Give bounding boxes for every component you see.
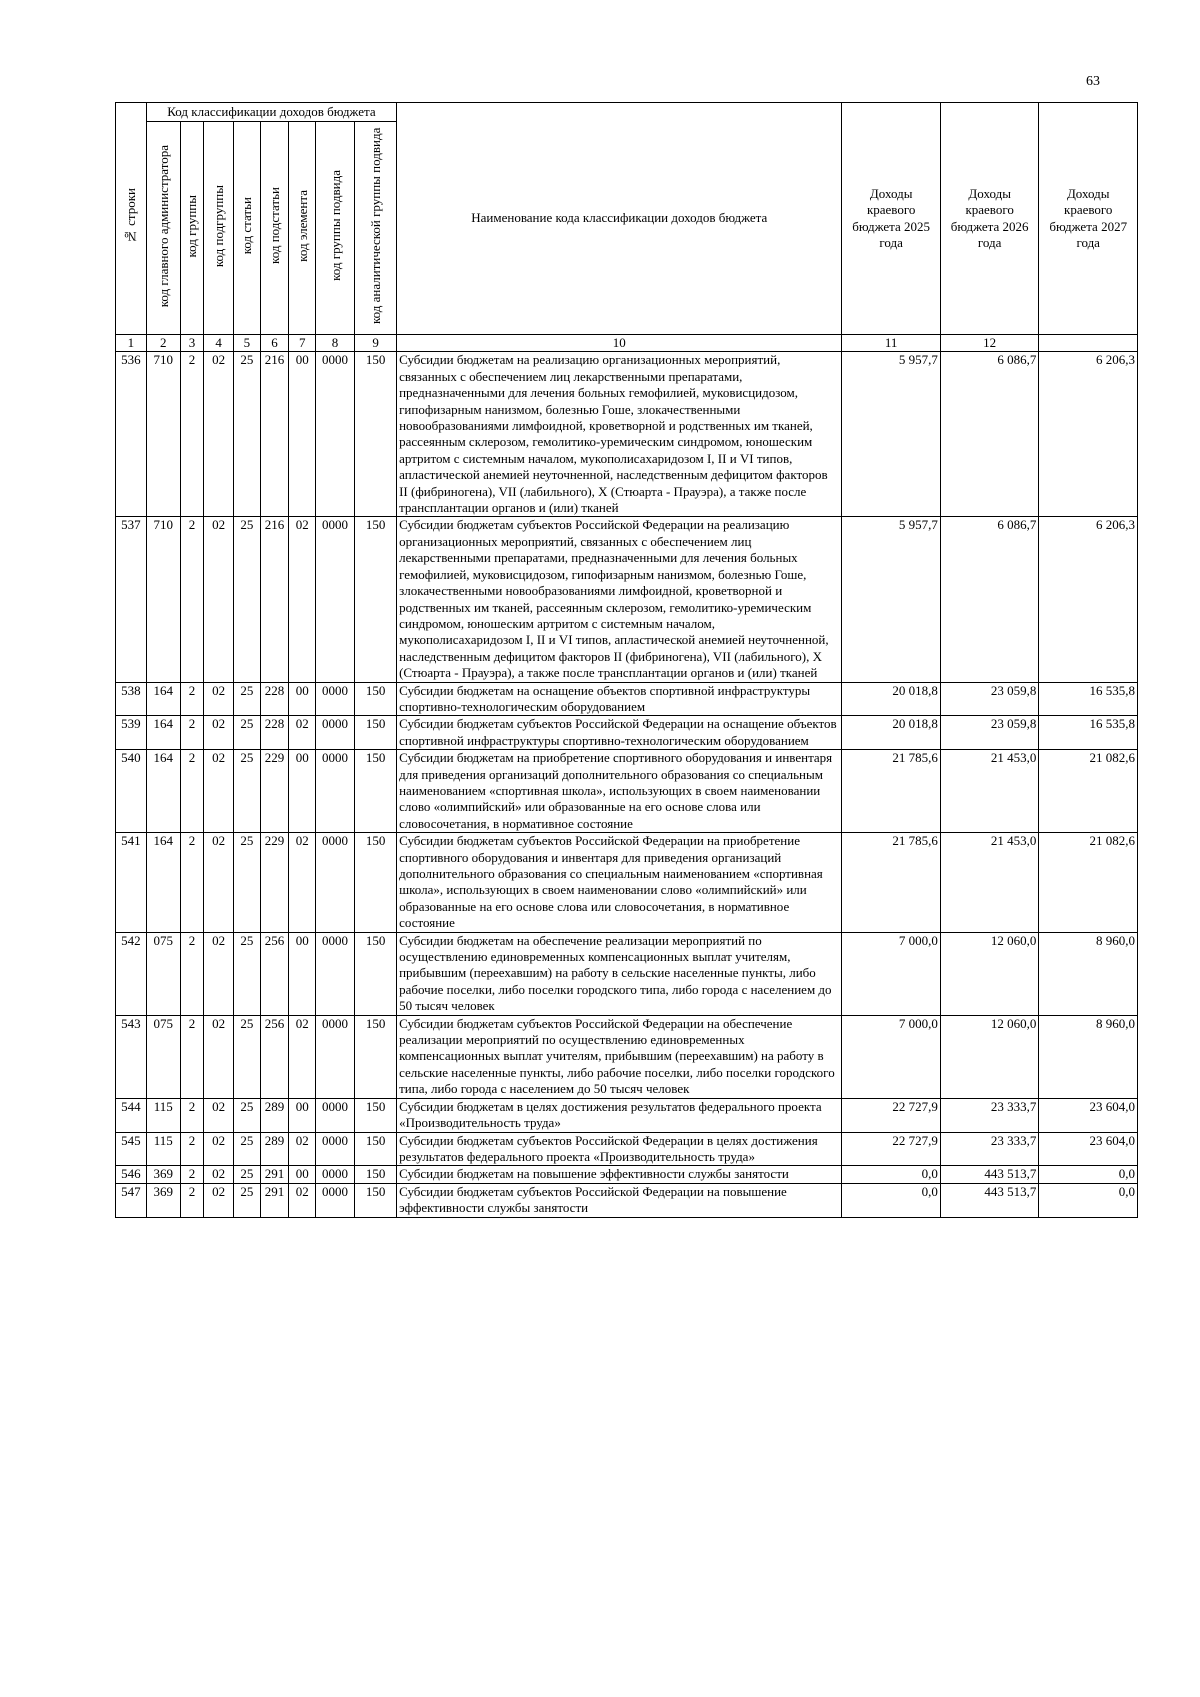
subarticle-code: 229: [260, 833, 289, 932]
analytic-code: 150: [355, 1098, 397, 1132]
value-2025: 5 957,7: [842, 517, 941, 682]
admin-code: 710: [146, 352, 180, 517]
row-name: Субсидии бюджетам на реализацию организационных мероприятий, связанных с обеспечением лиц лекарственными препаратами, предназначенными для лечения больных гемофилией, муковисцидозом, гипофизарным нанизмом, болезнью Гоше, злокачественными новообразованиями лимфоидной, кроветворной и родственных им тканей, рассеянным склерозом, гемолитико-уремическим синдромом, юношеским артритом с системным началом, мукополисахаридозом I, II и VI типов, апластической анемией неуточненной, наследственным дефицитом факторов II (фибриногена), VII (лабильного), X (Стюарта - Прауэра), а также после трансплантации органов и (или) тканей: [397, 352, 842, 517]
value-2026: 12 060,0: [940, 932, 1039, 1015]
analytic-code: 150: [355, 932, 397, 1015]
analytic-code: 150: [355, 517, 397, 682]
row-number: 537: [116, 517, 147, 682]
article-code: 25: [233, 1015, 260, 1098]
header-row-number: № строки: [116, 103, 147, 335]
value-2025: 20 018,8: [842, 682, 941, 716]
admin-code: 115: [146, 1132, 180, 1166]
header-element-code: код элемента: [289, 122, 316, 335]
row-name: Субсидии бюджетам субъектов Российской Федерации в целях достижения результатов федерального проекта «Производительность труда»: [397, 1132, 842, 1166]
row-name: Субсидии бюджетам на оснащение объектов спортивной инфраструктуры спортивно-технологическим оборудованием: [397, 682, 842, 716]
header-subtype-group-code: код группы подвида: [316, 122, 355, 335]
element-code: 02: [289, 517, 316, 682]
header-value-2027: Доходы краевого бюджета 2027 года: [1039, 103, 1138, 335]
analytic-code: 150: [355, 833, 397, 932]
article-code: 25: [233, 833, 260, 932]
value-2026: 23 059,8: [940, 682, 1039, 716]
subgroup-code: 02: [204, 1098, 234, 1132]
value-2027: 6 206,3: [1039, 352, 1138, 517]
subgroup-code: 02: [204, 833, 234, 932]
subtype-group-code: 0000: [316, 682, 355, 716]
subarticle-code: 228: [260, 682, 289, 716]
admin-code: 369: [146, 1166, 180, 1183]
article-code: 25: [233, 1132, 260, 1166]
admin-code: 075: [146, 1015, 180, 1098]
subarticle-code: 291: [260, 1183, 289, 1217]
subarticle-code: 216: [260, 517, 289, 682]
article-code: 25: [233, 352, 260, 517]
subgroup-code: 02: [204, 1132, 234, 1166]
analytic-code: 150: [355, 1183, 397, 1217]
element-code: 02: [289, 716, 316, 750]
table-row: [116, 833, 1138, 932]
row-number: 540: [116, 750, 147, 833]
value-2027: 8 960,0: [1039, 1015, 1138, 1098]
group-code: 2: [180, 750, 204, 833]
value-2026: 6 086,7: [940, 352, 1039, 517]
subarticle-code: 289: [260, 1132, 289, 1166]
article-code: 25: [233, 932, 260, 1015]
analytic-code: 150: [355, 1015, 397, 1098]
row-name: Субсидии бюджетам субъектов Российской Федерации на реализацию организационных мероприятий, связанных с обеспечением лиц лекарственными препаратами, предназначенными для лечения больных гемофилией, муковисцидозом, гипофизарным нанизмом, болезнью Гоше, злокачественными новообразованиями лимфоидной, кроветворной и родственных им тканей, рассеянным склерозом, гемолитико-уремическим синдромом, юношеским артритом с системным началом, мукополисахаридозом I, II и VI типов, апластической анемией неуточненной, наследственным дефицитом факторов II (фибриногена), VII (лабильного), X (Стюарта - Прауэра), а также после трансплантации органов и (или) тканей: [397, 517, 842, 682]
table-row: [116, 352, 1138, 517]
analytic-code: 150: [355, 682, 397, 716]
value-2027: 0,0: [1039, 1166, 1138, 1183]
analytic-code: 150: [355, 1132, 397, 1166]
subarticle-code: 291: [260, 1166, 289, 1183]
element-code: 02: [289, 1132, 316, 1166]
subgroup-code: 02: [204, 1166, 234, 1183]
row-number: 546: [116, 1166, 147, 1183]
revenue-table: [115, 102, 1138, 1218]
value-2027: 21 082,6: [1039, 750, 1138, 833]
value-2025: 22 727,9: [842, 1098, 941, 1132]
row-name: Субсидии бюджетам на обеспечение реализации мероприятий по осуществлению единовременных компенсационных выплат учителям, прибывшим (переехавшим) на работу в сельские населенные пункты, либо рабочие поселки, либо поселки городского типа, либо города с населением до 50 тысяч человек: [397, 932, 842, 1015]
value-2027: 8 960,0: [1039, 932, 1138, 1015]
article-code: 25: [233, 750, 260, 833]
row-name: Субсидии бюджетам субъектов Российской Федерации на повышение эффективности службы занятости: [397, 1183, 842, 1217]
table-row: [116, 1183, 1138, 1217]
subtype-group-code: 0000: [316, 1132, 355, 1166]
table-row: [116, 750, 1138, 833]
article-code: 25: [233, 1098, 260, 1132]
group-code: 2: [180, 833, 204, 932]
row-number: 536: [116, 352, 147, 517]
element-code: 02: [289, 1183, 316, 1217]
article-code: 25: [233, 1166, 260, 1183]
row-name: Субсидии бюджетам на приобретение спортивного оборудования и инвентаря для приведения организаций дополнительного образования со специальным наименованием «спортивная школа», использующих в своем наименовании слово «олимпийский» или образованные на его основе слова или словосочетания, в нормативное состояние: [397, 750, 842, 833]
row-name: Субсидии бюджетам в целях достижения результатов федерального проекта «Производительность труда»: [397, 1098, 842, 1132]
group-code: 2: [180, 682, 204, 716]
header-value-2025: Доходы краевого бюджета 2025 года: [842, 103, 941, 335]
value-2025: 7 000,0: [842, 932, 941, 1015]
group-code: 2: [180, 1098, 204, 1132]
subgroup-code: 02: [204, 517, 234, 682]
subtype-group-code: 0000: [316, 716, 355, 750]
table-row: [116, 932, 1138, 1015]
element-code: 00: [289, 1166, 316, 1183]
table-row: [116, 1132, 1138, 1166]
row-name: Субсидии бюджетам субъектов Российской Федерации на обеспечение реализации мероприятий по осуществлению единовременных компенсационных выплат учителям, прибывшим (переехавшим) на работу в сельские населенные пункты, либо рабочие поселки, либо поселки городского типа, либо города с населением до 50 тысяч человек: [397, 1015, 842, 1098]
admin-code: 710: [146, 517, 180, 682]
value-2025: 7 000,0: [842, 1015, 941, 1098]
subarticle-code: 216: [260, 352, 289, 517]
element-code: 00: [289, 1098, 316, 1132]
value-2025: 21 785,6: [842, 833, 941, 932]
row-number: 539: [116, 716, 147, 750]
admin-code: 164: [146, 716, 180, 750]
value-2026: 443 513,7: [940, 1183, 1039, 1217]
value-2027: 23 604,0: [1039, 1132, 1138, 1166]
subarticle-code: 256: [260, 932, 289, 1015]
subtype-group-code: 0000: [316, 932, 355, 1015]
value-2027: 0,0: [1039, 1183, 1138, 1217]
article-code: 25: [233, 682, 260, 716]
group-code: 2: [180, 1166, 204, 1183]
element-code: 00: [289, 932, 316, 1015]
group-code: 2: [180, 517, 204, 682]
group-code: 2: [180, 352, 204, 517]
table-row: [116, 716, 1138, 750]
group-code: 2: [180, 932, 204, 1015]
value-2026: 21 453,0: [940, 833, 1039, 932]
table-row: [116, 1015, 1138, 1098]
group-code: 2: [180, 716, 204, 750]
value-2025: 22 727,9: [842, 1132, 941, 1166]
value-2025: 20 018,8: [842, 716, 941, 750]
value-2027: 23 604,0: [1039, 1098, 1138, 1132]
row-number: 547: [116, 1183, 147, 1217]
value-2026: 21 453,0: [940, 750, 1039, 833]
subtype-group-code: 0000: [316, 352, 355, 517]
element-code: 00: [289, 352, 316, 517]
article-code: 25: [233, 517, 260, 682]
subgroup-code: 02: [204, 716, 234, 750]
value-2026: 12 060,0: [940, 1015, 1039, 1098]
header-group-code: код группы: [180, 122, 204, 335]
row-name: Субсидии бюджетам субъектов Российской Федерации на приобретение спортивного оборудования и инвентаря для приведения организаций дополнительного образования со специальным наименованием «спортивная школа», использующих в своем наименовании слово «олимпийский» или образованные на его основе слова или словосочетания, в нормативное состояние: [397, 833, 842, 932]
header-subgroup-code: код подгруппы: [204, 122, 234, 335]
subarticle-code: 228: [260, 716, 289, 750]
group-code: 2: [180, 1015, 204, 1098]
value-2026: 443 513,7: [940, 1166, 1039, 1183]
table-row: [116, 517, 1138, 682]
value-2027: 16 535,8: [1039, 716, 1138, 750]
row-number: 544: [116, 1098, 147, 1132]
subgroup-code: 02: [204, 932, 234, 1015]
header-subarticle-code: код подстатьи: [260, 122, 289, 335]
value-2026: 23 333,7: [940, 1098, 1039, 1132]
column-number-row: 1 2 3 4 5 6 7 8 9 10 11 12: [116, 335, 1138, 352]
value-2026: 23 059,8: [940, 716, 1039, 750]
row-name: Субсидии бюджетам субъектов Российской Федерации на оснащение объектов спортивной инфраструктуры спортивно-технологическим оборудованием: [397, 716, 842, 750]
subgroup-code: 02: [204, 1015, 234, 1098]
group-code: 2: [180, 1132, 204, 1166]
row-name: Субсидии бюджетам на повышение эффективности службы занятости: [397, 1166, 842, 1183]
header-code-group: Код классификации доходов бюджета: [146, 103, 396, 122]
value-2026: 23 333,7: [940, 1132, 1039, 1166]
admin-code: 164: [146, 833, 180, 932]
subtype-group-code: 0000: [316, 833, 355, 932]
analytic-code: 150: [355, 1166, 397, 1183]
subtype-group-code: 0000: [316, 1015, 355, 1098]
element-code: 00: [289, 750, 316, 833]
subtype-group-code: 0000: [316, 750, 355, 833]
value-2027: 6 206,3: [1039, 517, 1138, 682]
table-row: [116, 1166, 1138, 1183]
row-number: 545: [116, 1132, 147, 1166]
admin-code: 164: [146, 682, 180, 716]
subgroup-code: 02: [204, 1183, 234, 1217]
header-analytic-code: код аналитической группы подвида: [355, 122, 397, 335]
header-value-2026: Доходы краевого бюджета 2026 года: [940, 103, 1039, 335]
element-code: 02: [289, 833, 316, 932]
analytic-code: 150: [355, 716, 397, 750]
admin-code: 115: [146, 1098, 180, 1132]
subtype-group-code: 0000: [316, 1183, 355, 1217]
analytic-code: 150: [355, 352, 397, 517]
subarticle-code: 229: [260, 750, 289, 833]
value-2026: 6 086,7: [940, 517, 1039, 682]
element-code: 02: [289, 1015, 316, 1098]
article-code: 25: [233, 1183, 260, 1217]
table-row: [116, 1098, 1138, 1132]
row-number: 542: [116, 932, 147, 1015]
subarticle-code: 289: [260, 1098, 289, 1132]
admin-code: 075: [146, 932, 180, 1015]
admin-code: 164: [146, 750, 180, 833]
row-number: 541: [116, 833, 147, 932]
value-2025: 21 785,6: [842, 750, 941, 833]
subtype-group-code: 0000: [316, 1098, 355, 1132]
subgroup-code: 02: [204, 750, 234, 833]
subarticle-code: 256: [260, 1015, 289, 1098]
row-number: 543: [116, 1015, 147, 1098]
value-2025: 0,0: [842, 1183, 941, 1217]
article-code: 25: [233, 716, 260, 750]
group-code: 2: [180, 1183, 204, 1217]
subgroup-code: 02: [204, 682, 234, 716]
row-number: 538: [116, 682, 147, 716]
subtype-group-code: 0000: [316, 1166, 355, 1183]
table-row: [116, 682, 1138, 716]
value-2025: 5 957,7: [842, 352, 941, 517]
header-name: Наименование кода классификации доходов бюджета: [397, 103, 842, 335]
subtype-group-code: 0000: [316, 517, 355, 682]
value-2025: 0,0: [842, 1166, 941, 1183]
element-code: 00: [289, 682, 316, 716]
value-2027: 16 535,8: [1039, 682, 1138, 716]
page-number: 63: [1086, 74, 1100, 89]
header-article-code: код статьи: [233, 122, 260, 335]
header-admin-code: код главного администратора: [146, 122, 180, 335]
analytic-code: 150: [355, 750, 397, 833]
admin-code: 369: [146, 1183, 180, 1217]
value-2027: 21 082,6: [1039, 833, 1138, 932]
subgroup-code: 02: [204, 352, 234, 517]
